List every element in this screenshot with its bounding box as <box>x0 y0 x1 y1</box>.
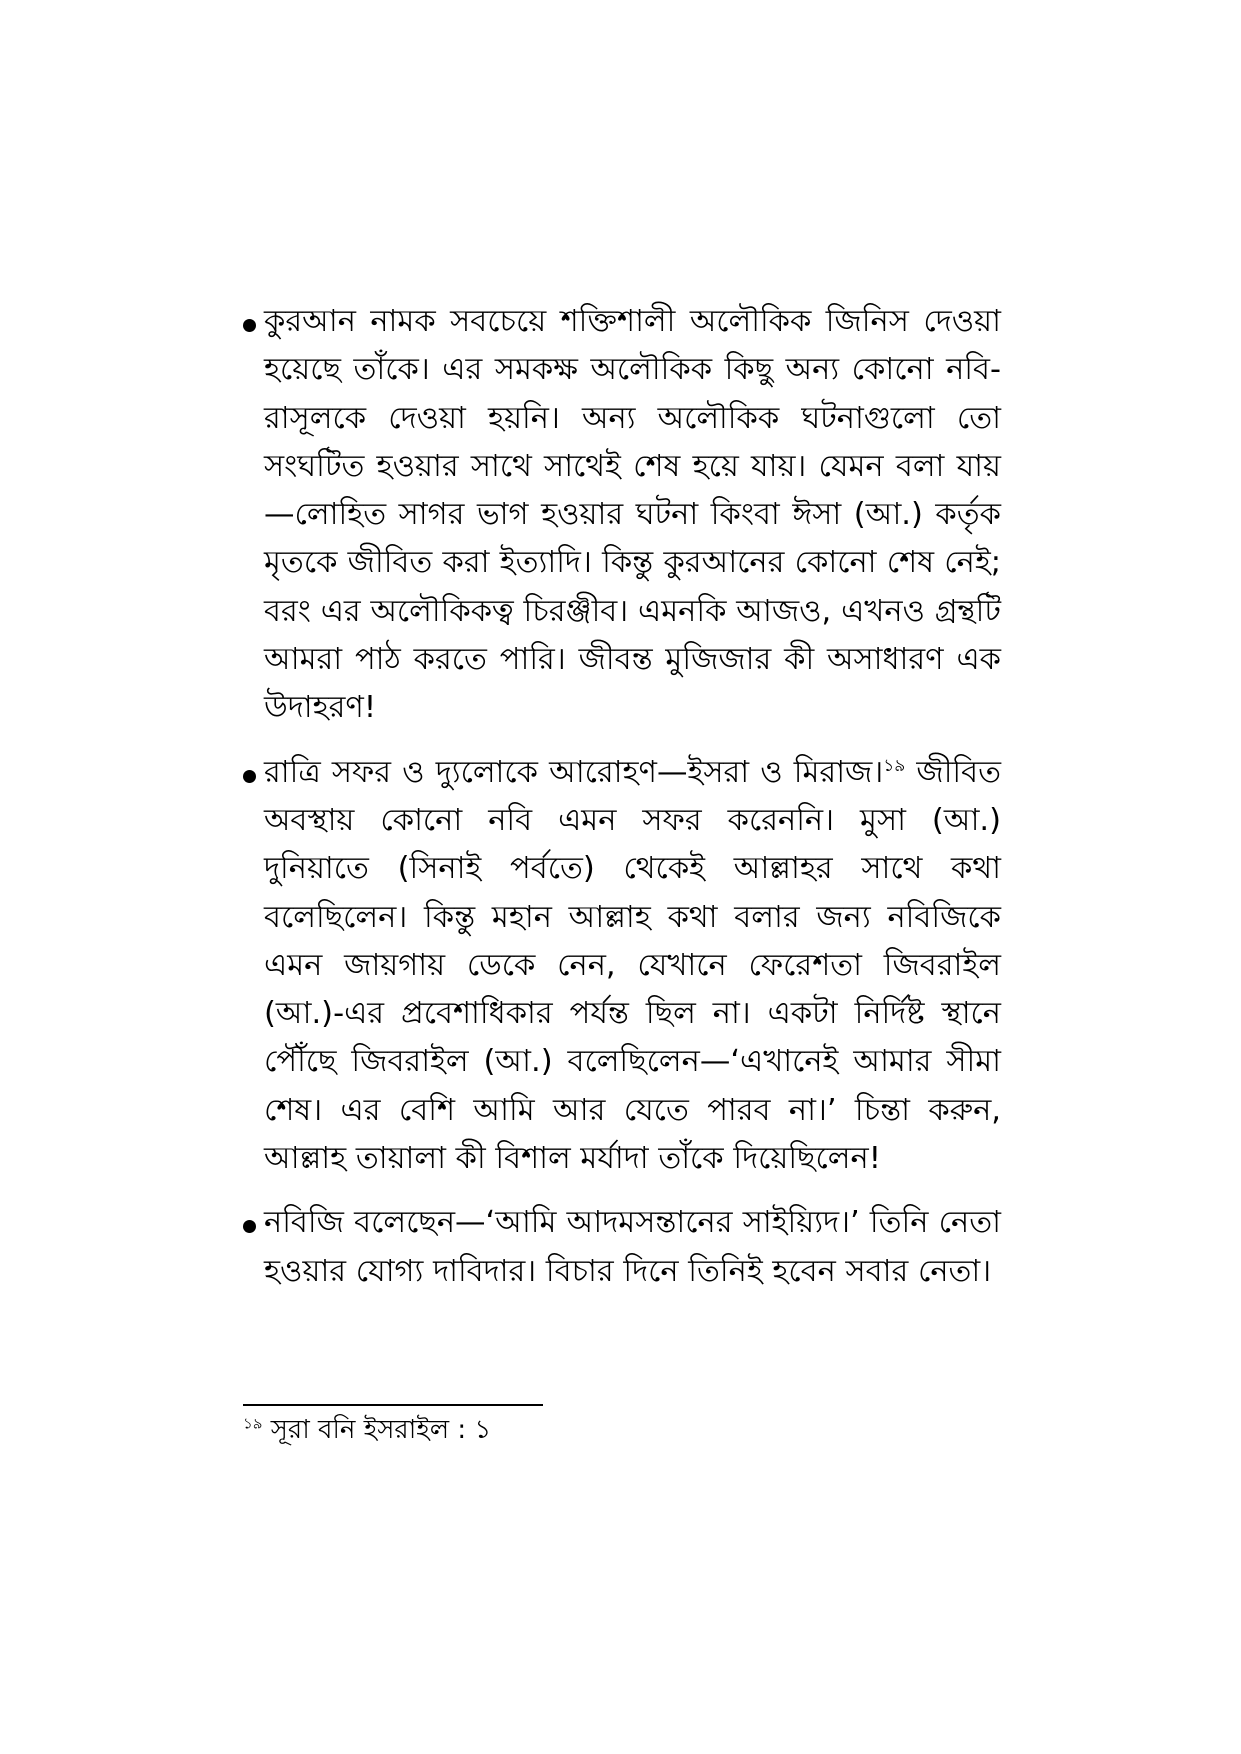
bullet-item-sayyid <box>243 1199 1001 1296</box>
bullet-dot-icon <box>243 1220 256 1233</box>
footnote <box>243 1412 1003 1448</box>
bullet-text: নবিজি বলেছেন—‘আমি আদমসন্তানের সাইয়্যিদ।’ তিনি নেতা হওয়ার যোগ্য দাবিদার। বিচার দিনে তিনিই হবেন সবার নেতা। <box>264 1205 1001 1289</box>
footnote-divider <box>243 1404 543 1406</box>
bullet-dot-icon <box>243 319 256 332</box>
main-text <box>243 298 1001 1312</box>
footnote-number: ১৯ <box>243 1414 263 1433</box>
bullet-text: কুরআন নামক সবচেয়ে শক্তিশালী অলৌকিক জিনিস দেওয়া হয়েছে তাঁকে। এর সমকক্ষ অলৌকিক কিছু অন্য কোনো নবি-রাসূলকে দেওয়া হয়নি। অন্য অলৌকিক ঘটনাগুলো তো সংঘটিত হওয়ার সাথে সাথেই শেষ হয়ে যায়। যেমন বলা যায়—লোহিত সাগর ভাগ হওয়ার ঘটনা কিংবা ঈসা (আ.) কর্তৃক মৃতকে জীবিত করা ইত্যাদি। কিন্তু কুরআনের কোনো শেষ নেই; বরং এর অলৌকিকত্ব চিরঞ্জীব। এমনকি আজও, এখনও গ্রন্থটি আমরা পাঠ করতে পারি। জীবন্ত মুজিজার কী অসাধারণ এক উদাহরণ! <box>264 304 1001 726</box>
footnote-text: সূরা বনি ইসরাইল : ১ <box>262 1415 492 1445</box>
bullet-dot-icon <box>243 770 256 783</box>
bullet-item-isra-miraj <box>243 749 1001 1184</box>
bullet-item-quran-miracle <box>243 298 1001 733</box>
footnote-reference: ১৯ <box>883 755 906 776</box>
bullet-text-before-footnote: রাত্রি সফর ও দ্যুলোকে আরোহণ—ইসরা ও মিরাজ। <box>264 754 884 790</box>
bullet-text-after-footnote: জীবিত অবস্থায় কোনো নবি এমন সফর করেননি। মুসা (আ.) দুনিয়াতে (সিনাই পর্বতে) থেকেই আল্লাহর সাথে কথা বলেছিলেন। কিন্তু মহান আল্লাহ কথা বলার জন্য নবিজিকে এমন জায়গায় ডেকে নেন, যেখানে ফেরেশতা জিবরাইল (আ.)-এর প্রবেশাধিকার পর্যন্ত ছিল না। একটা নির্দিষ্ট স্থানে পৌঁছে জিবরাইল (আ.) বলেছিলেন—‘এখানেই আমার সীমা শেষ। এর বেশি আমি আর যেতে পারব না।’ চিন্তা করুন, আল্লাহ তায়ালা কী বিশাল মর্যাদা তাঁকে দিয়েছিলেন! <box>264 754 1002 1177</box>
